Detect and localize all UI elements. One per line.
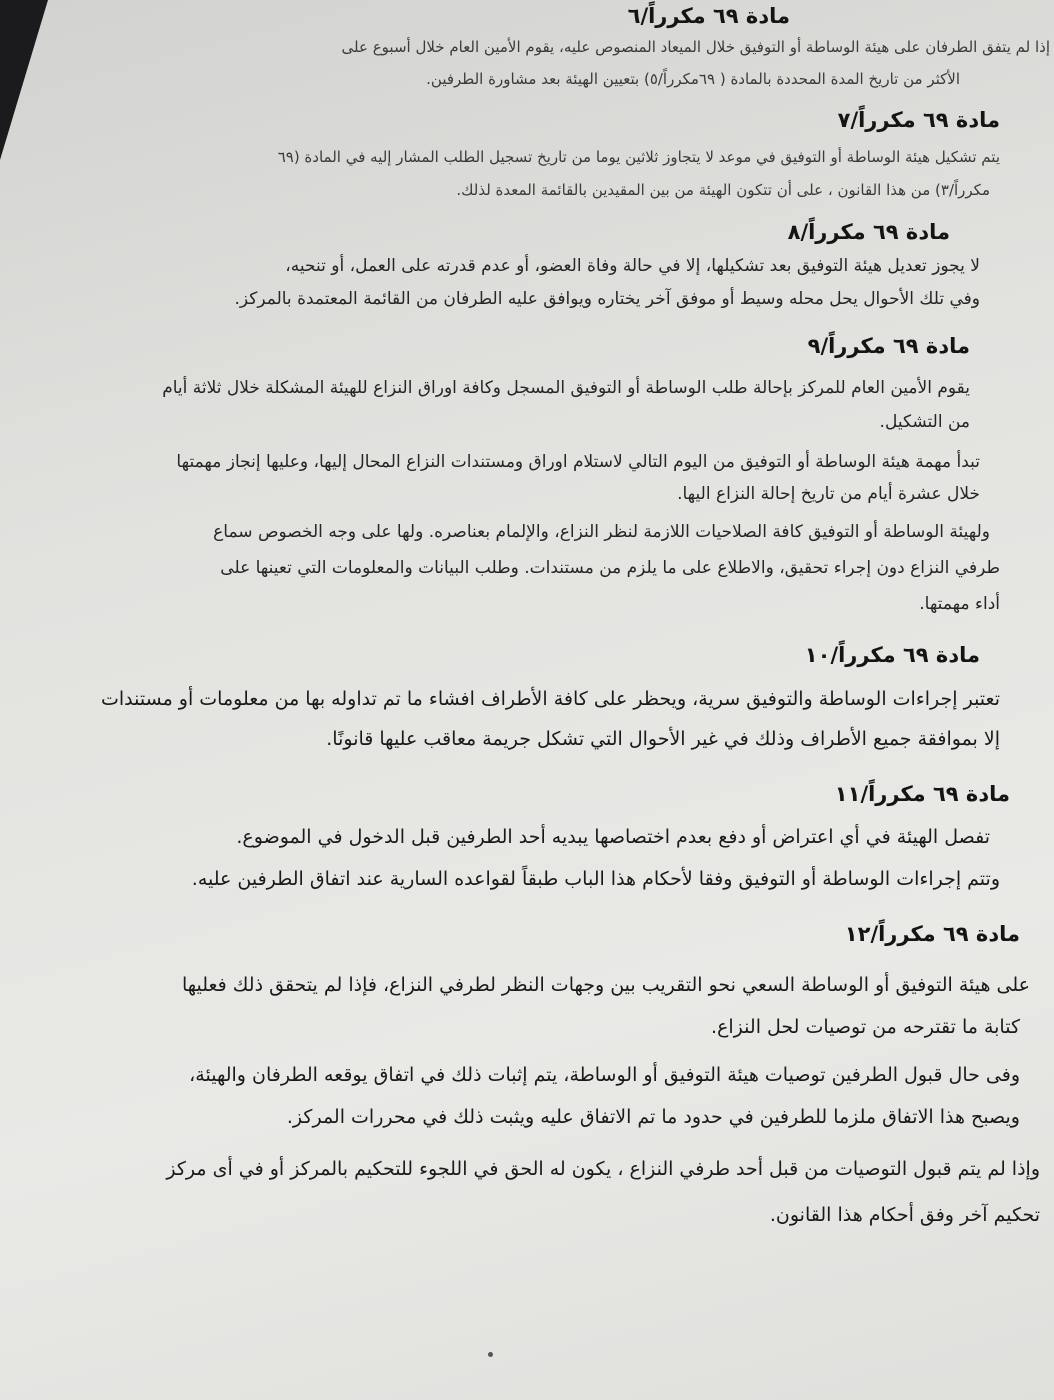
article-line: خلال عشرة أيام من تاريخ إحالة النزاع اليها. bbox=[677, 484, 980, 504]
article-heading: مادة ٦٩ مكرراً/٦ bbox=[627, 4, 790, 28]
article-line: وفي تلك الأحوال يحل محله وسيط أو موفق آخر يختاره ويوافق عليه الطرفان من القائمة المعتمدة بالمركز. bbox=[234, 289, 980, 309]
article-line: مكرراً/٣) من هذا القانون ، على أن تتكون الهيئة من بين المقيدين بالقائمة المعدة لذلك. bbox=[456, 181, 990, 199]
article-line: كتابة ما تقترحه من توصيات لحل النزاع. bbox=[711, 1016, 1020, 1038]
page-mark bbox=[488, 1352, 493, 1357]
article-heading: مادة ٦٩ مكرراً/١١ bbox=[834, 782, 1010, 806]
article-heading: مادة ٦٩ مكرراً/١٠ bbox=[804, 643, 980, 667]
article-line: وتتم إجراءات الوساطة أو التوفيق وفقا لأحكام هذا الباب طبقاً لقواعده السارية عند اتفاق الطرفين عليه. bbox=[191, 868, 1000, 890]
article-line: ويصبح هذا الاتفاق ملزما للطرفين في حدود ما تم الاتفاق عليه ويثبت ذلك في محررات المركز. bbox=[286, 1106, 1020, 1128]
article-heading: مادة ٦٩ مكرراً/١٢ bbox=[844, 922, 1020, 946]
article-heading: مادة ٦٩ مكرراً/٧ bbox=[837, 108, 1000, 132]
article-line: تحكيم آخر وفق أحكام هذا القانون. bbox=[769, 1204, 1040, 1226]
article-line: إذا لم يتفق الطرفان على هيئة الوساطة أو التوفيق خلال الميعاد المنصوص عليه، يقوم الأمين العام خلال أسبوع على bbox=[341, 38, 1050, 56]
article-line: ولهيئة الوساطة أو التوفيق كافة الصلاحيات اللازمة لنظر النزاع، والإلمام بعناصره. ولها على وجه الخصوص سماع bbox=[213, 522, 990, 542]
article-line: وفى حال قبول الطرفين توصيات هيئة التوفيق أو الوساطة، يتم إثبات ذلك في اتفاق يوقعه الطرفان والهيئة، bbox=[189, 1064, 1020, 1086]
article-line: أداء مهمتها. bbox=[919, 594, 1000, 614]
article-line: على هيئة التوفيق أو الوساطة السعي نحو التقريب بين وجهات النظر لطرفي النزاع، فإذا لم يتحقق ذلك فعليها bbox=[181, 974, 1030, 996]
article-line: طرفي النزاع دون إجراء تحقيق، والاطلاع على ما يلزم من مستندات. وطلب البيانات والمعلومات التي تعينها على bbox=[220, 558, 1000, 578]
article-line: يقوم الأمين العام للمركز بإحالة طلب الوساطة أو التوفيق المسجل وكافة اوراق النزاع للهيئة المشكلة خلال ثلاثة أيام bbox=[162, 378, 970, 398]
article-line: تبدأ مهمة هيئة الوساطة أو التوفيق من اليوم التالي لاستلام اوراق ومستندات النزاع المحال إليها، وعليها إنجاز مهمتها bbox=[176, 452, 980, 472]
article-line: تفصل الهيئة في أي اعتراض أو دفع بعدم اختصاصها يبديه أحد الطرفين قبل الدخول في الموضوع. bbox=[236, 826, 990, 848]
article-line: من التشكيل. bbox=[879, 412, 970, 432]
document-body bbox=[30, 0, 1050, 1400]
article-heading: مادة ٦٩ مكرراً/٩ bbox=[807, 334, 970, 358]
article-heading: مادة ٦٩ مكرراً/٨ bbox=[787, 220, 950, 244]
article-line: إلا بموافقة جميع الأطراف وذلك في غير الأحوال التي تشكل جريمة معاقب عليها قانونًا. bbox=[326, 728, 1000, 750]
article-line: لا يجوز تعديل هيئة التوفيق بعد تشكيلها، إلا في حالة وفاة العضو، أو عدم قدرته على العمل، أو تنحيه، bbox=[285, 256, 980, 276]
article-line: يتم تشكيل هيئة الوساطة أو التوفيق في موعد لا يتجاوز ثلاثين يوما من تاريخ تسجيل الطلب المشار إليه في المادة (٦٩ bbox=[277, 148, 1000, 166]
article-line: تعتبر إجراءات الوساطة والتوفيق سرية، ويحظر على كافة الأطراف افشاء ما تم تداوله بها من معلومات أو مستندات bbox=[101, 688, 1000, 710]
article-line: وإذا لم يتم قبول التوصيات من قبل أحد طرفي النزاع ، يكون له الحق في اللجوء للتحكيم بالمركز أو في أى مركز bbox=[166, 1158, 1040, 1180]
article-line: الأكثر من تاريخ المدة المحددة بالمادة ( ٦٩مكرراً/٥) بتعيين الهيئة بعد مشاورة الطرفين. bbox=[426, 70, 960, 88]
